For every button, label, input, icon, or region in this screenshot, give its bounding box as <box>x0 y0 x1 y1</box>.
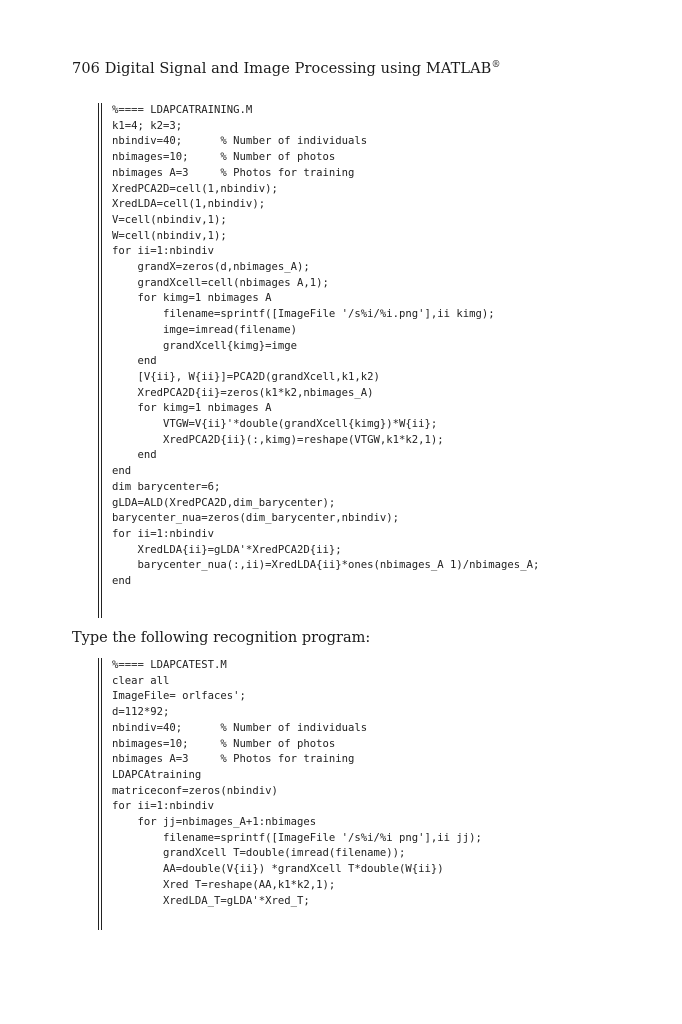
code-line: LDAPCAtraining <box>112 768 202 781</box>
code-line: XredPCA2D{ii}(:,kimg)=reshape(VTGW,k1*k2,1); <box>112 433 444 446</box>
running-header <box>72 60 632 77</box>
code-line: XredPCA2D{ii}=zeros(k1*k2,nbimages_A) <box>112 386 374 399</box>
book-title: Digital Signal and Image Processing using MATLAB <box>104 60 492 77</box>
code-line: filename=sprintf([ImageFile '/s%i/%i png'],ii jj); <box>112 831 482 844</box>
code-line: [V{ii}, W{ii}]=PCA2D(grandXcell,k1,k2) <box>112 370 380 383</box>
code-line: AA=double(V{ii}) *grandXcell T*double(W{ii}) <box>112 863 444 876</box>
code-line: for ii=1:nbindiv <box>112 527 215 540</box>
code-line: grandXcell=cell(nbimages A,1); <box>112 276 329 289</box>
code-line: XredLDA=cell(1,nbindiv); <box>112 198 266 211</box>
code-line: XredPCA2D=cell(1,nbindiv); <box>112 182 278 195</box>
code-line: XredLDA{ii}=gLDA'*XredPCA2D{ii}; <box>112 543 342 556</box>
code-line: end <box>112 465 132 478</box>
code-line: grandXcell T=double(imread(filename)); <box>112 847 406 860</box>
code-line: W=cell(nbindiv,1); <box>112 229 227 242</box>
code-line: for jj=nbimages_A+1:nbimages <box>112 816 317 829</box>
code-line: clear all <box>112 674 170 687</box>
page-number: 706 <box>72 60 100 77</box>
code-line: Xred T=reshape(AA,k1*k2,1); <box>112 878 336 891</box>
code-line: nbimages A=3 % Photos for training <box>112 753 355 766</box>
code-line: ImageFile= orlfaces'; <box>112 690 246 703</box>
code-listing-training <box>98 103 672 618</box>
code-line: nbimages=10; % Number of photos <box>112 737 336 750</box>
code-line: matriceconf=zeros(nbindiv) <box>112 784 278 797</box>
code-line: nbimages=10; % Number of photos <box>112 151 336 164</box>
code-line: V=cell(nbindiv,1); <box>112 213 227 226</box>
code-line: for kimg=1 nbimages A <box>112 402 272 415</box>
code-lines-test <box>112 658 672 909</box>
code-line: gLDA=ALD(XredPCA2D,dim_barycenter); <box>112 496 336 509</box>
code-line: nbimages A=3 % Photos for training <box>112 166 355 179</box>
code-line: d=112*92; <box>112 706 170 719</box>
code-line: XredLDA_T=gLDA'*Xred_T; <box>112 894 310 907</box>
code-line: nbindiv=40; % Number of individuals <box>112 135 368 148</box>
code-line: grandX=zeros(d,nbimages_A); <box>112 261 310 274</box>
code-line: nbindiv=40; % Number of individuals <box>112 721 368 734</box>
code-line: %==== LDAPCATRAINING.M <box>112 104 253 116</box>
code-lines-training <box>112 103 672 590</box>
code-line: barycenter_nua=zeros(dim_barycenter,nbindiv); <box>112 512 400 525</box>
code-line: end <box>112 449 157 462</box>
code-line: dim barycenter=6; <box>112 480 221 493</box>
code-line: %==== LDAPCATEST.M <box>112 659 227 671</box>
intro-paragraph: Type the following recognition program: <box>72 630 371 646</box>
code-line: k1=4; k2=3; <box>112 119 183 132</box>
code-line: filename=sprintf([ImageFile '/s%i/%i.png'],ii kimg); <box>112 308 495 321</box>
code-line: for ii=1:nbindiv <box>112 800 215 813</box>
code-line: end <box>112 575 132 588</box>
code-line: grandXcell{kimg}=imge <box>112 339 297 352</box>
code-line: barycenter_nua(:,ii)=XredLDA{ii}*ones(nbimages_A 1)/nbimages_A; <box>112 559 540 572</box>
code-line: VTGW=V{ii}'*double(grandXcell{kimg})*W{ii}; <box>112 418 438 431</box>
registered-mark: ® <box>491 60 501 70</box>
code-line: imge=imread(filename) <box>112 323 297 336</box>
code-line: for kimg=1 nbimages A <box>112 292 272 305</box>
code-line: for ii=1:nbindiv <box>112 245 215 258</box>
code-listing-test <box>98 658 672 930</box>
code-line: end <box>112 355 157 368</box>
